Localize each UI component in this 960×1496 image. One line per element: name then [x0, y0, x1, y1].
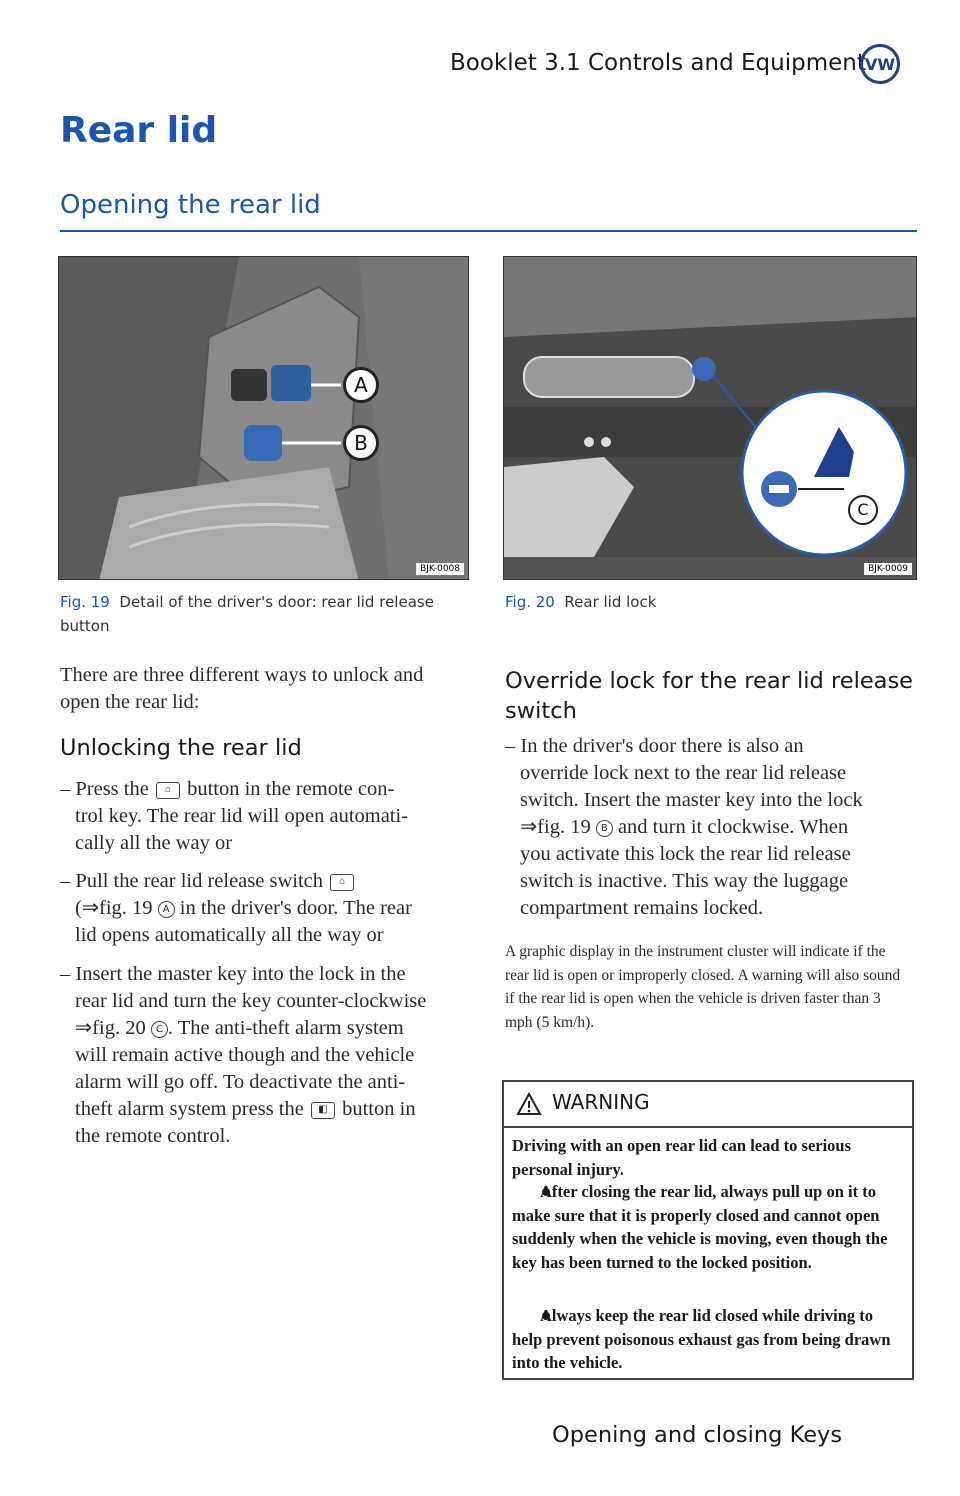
b2c: in the driver's door. The rear: [179, 897, 412, 919]
b3e: will remain active though and the vehicle: [75, 1044, 415, 1066]
subsection-title: Opening the rear lid: [60, 190, 321, 220]
fig-19-number: Fig. 19: [60, 593, 110, 611]
release-switch-icon: ⌂: [330, 874, 354, 891]
override-heading: [505, 666, 915, 726]
warning-title: WARNING: [552, 1090, 650, 1114]
intro-paragraph: There are three different ways to unlock and open the rear lid:: [60, 664, 424, 713]
bullet-2: [60, 868, 460, 949]
p1g: switch is inactive. This way the luggage: [520, 870, 849, 892]
warning-triangle-icon: [516, 1092, 542, 1116]
b3h: button in: [342, 1098, 416, 1120]
override-heading-line2: switch: [505, 698, 577, 724]
warning-box: [502, 1080, 914, 1380]
callout-c: C: [848, 495, 878, 525]
p1h: compartment remains locked.: [520, 897, 764, 919]
p1a: – In the driver's door there is also an: [505, 735, 804, 757]
bullet-3: [60, 961, 470, 1150]
b3b: rear lid and turn the key counter-clockwise: [75, 990, 427, 1012]
fig-19-image: [58, 256, 469, 580]
override-paragraph: [505, 733, 915, 922]
b2b: (⇒fig. 19: [75, 897, 153, 919]
callout-b: B: [343, 425, 379, 461]
fig-19-caption-text: Detail of the driver's door: rear lid release button: [60, 593, 434, 635]
rear-lid-lock-illustration: [504, 257, 917, 580]
p1c: switch. Insert the master key into the lock: [520, 789, 863, 811]
override-heading-line1: Override lock for the rear lid release: [505, 668, 914, 694]
callout-a: A: [343, 367, 379, 403]
b3f: alarm will go off. To deactivate the anti-: [75, 1071, 406, 1093]
bullet-1: [60, 776, 460, 857]
fig-20-code: BJK-0009: [864, 563, 912, 575]
booklet-header: Booklet 3.1 Controls and Equipment: [450, 50, 866, 76]
p1d: ⇒fig. 19: [520, 816, 591, 838]
b3c: ⇒fig. 20: [75, 1017, 146, 1039]
b3i: the remote control.: [75, 1125, 231, 1147]
section-title: Rear lid: [60, 110, 218, 151]
remote-lock-button-icon: ◧: [311, 1102, 335, 1119]
circled-a-icon: A: [158, 901, 175, 918]
unlocking-heading: Unlocking the rear lid: [60, 735, 302, 761]
fig-19-code: BJK-0008: [416, 563, 464, 575]
door-panel-illustration: [59, 257, 469, 580]
vw-logo: VW: [860, 44, 900, 84]
instrument-note: A graphic display in the instrument cluster will indicate if the rear lid is open or improperly closed. A warning will also sound if the rear lid is open when the vehicle is driven faster than 3 mph (5 km/h).: [505, 943, 901, 1031]
b3g: theft alarm system press the: [75, 1098, 304, 1120]
fig-20-number: Fig. 20: [505, 593, 555, 611]
fig-20-image: [503, 256, 917, 580]
p1e: and turn it clockwise. When: [617, 816, 849, 838]
fig-20-caption: [505, 590, 915, 614]
p1b: override lock next to the rear lid release: [520, 762, 847, 784]
b1d: cally all the way or: [75, 832, 233, 854]
b2d: lid opens automatically all the way or: [75, 924, 384, 946]
fig-19-caption: [60, 590, 470, 638]
footer-title: Opening and closing Keys: [552, 1422, 843, 1448]
fig-20-caption-text: Rear lid lock: [564, 593, 657, 611]
warning-bullet-2: Always keep the rear lid closed while driving to help prevent poisonous exhaust gas from being drawn into the vehicle.: [512, 1306, 891, 1372]
b1a: – Press the: [60, 778, 149, 800]
p1f: you activate this lock the rear lid release: [520, 843, 851, 865]
b1c: trol key. The rear lid will open automati-: [75, 805, 409, 827]
warning-bullet-1: After closing the rear lid, always pull up on it to make sure that it is properly closed and cannot open suddenly when the vehicle is moving, even though the key has been turned to the locked position.: [512, 1182, 888, 1272]
circled-b-icon: B: [596, 820, 613, 837]
b3a: – Insert the master key into the lock in the: [60, 963, 406, 985]
warning-header: [504, 1082, 912, 1128]
b1b: button in the remote con-: [187, 778, 395, 800]
b2a: – Pull the rear lid release switch: [60, 870, 323, 892]
circled-c-icon: C: [151, 1021, 168, 1038]
title-rule: [60, 230, 917, 232]
warning-intro: Driving with an open rear lid can lead to serious personal injury.: [512, 1136, 852, 1179]
b3d: . The anti-theft alarm system: [167, 1017, 404, 1039]
remote-trunk-button-icon: ⌂: [156, 782, 180, 799]
